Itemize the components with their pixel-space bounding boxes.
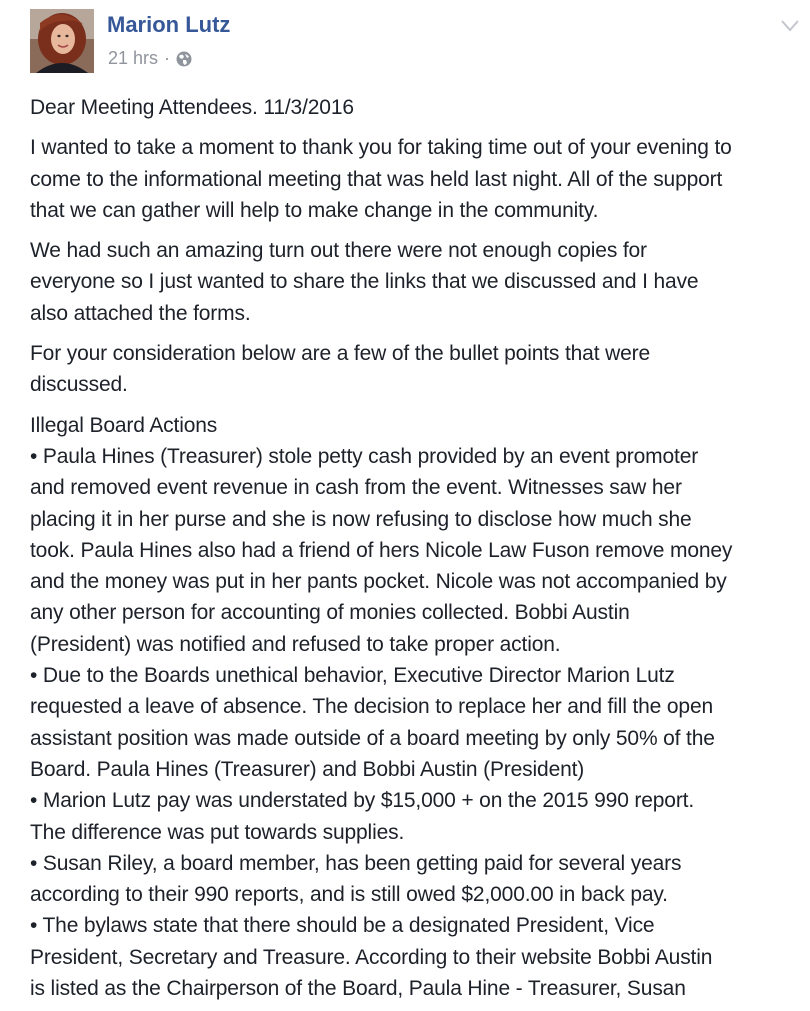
bullet-item: • Due to the Boards unethical behavior, Executive Director Marion Lutz requested a leave of absence. The decision to replace her and fill the open assistant position was made outside of a board meeting by only 50% of the Board. Paula Hines (Treasurer) and Bobbi Austin (President) — [30, 664, 715, 781]
bullet-item: • The bylaws state that there should be a designated President, Vice President, Secretary and Treasure. According to their website Bobbi Austin is listed as the Chairperson of the Board, Paula Hine - Treasurer, Susan — [30, 914, 713, 1001]
post-meta — [108, 48, 192, 69]
avatar[interactable] — [30, 9, 94, 73]
bullet-item: • Marion Lutz pay was understated by $15,000 + on the 2015 990 report. The difference was put towards supplies. — [30, 789, 695, 844]
bullet-item: • Paula Hines (Treasurer) stole petty cash provided by an event promoter and removed event revenue in cash from the event. Witnesses saw her placing it in her purse and she is now refusing to disclose how much she took. Paula Hines also had a friend of hers Nicole Law Fuson remove money and the money was put in her pants pocket. Nicole was not accompanied by any other person for accounting of monies collected. Bobbi Austin (President) was notified and refused to take proper action. — [30, 444, 733, 656]
consideration-paragraph: For your consideration below are a few of the bullet points that were discussed. — [30, 342, 650, 397]
profile-photo-icon — [30, 9, 94, 73]
bullet-item: • Susan Riley, a board member, has been getting paid for several years according to their 990 reports, and is still owed $2,000.00 in back pay. — [30, 851, 682, 907]
section-heading: Illegal Board Actions — [30, 413, 218, 437]
post-body — [30, 92, 805, 1004]
greeting-paragraph: Dear Meeting Attendees. 11/3/2016 — [30, 96, 354, 119]
timestamp[interactable]: 21 hrs — [108, 48, 159, 68]
thanks-paragraph: I wanted to take a moment to thank you for taking time out of your evening to come to the informational meeting that was held last night. All of the support that we can gather will help to make change in the community. — [30, 136, 732, 222]
meta-separator: · — [164, 48, 171, 68]
author-name[interactable]: Marion Lutz — [107, 12, 231, 37]
chevron-down-icon[interactable] — [780, 19, 800, 33]
post-header — [30, 9, 800, 75]
globe-icon[interactable] — [176, 51, 192, 67]
copies-paragraph: We had such an amazing turn out there were not enough copies for everyone so I just wanted to share the links that we discussed and I have also attached the forms. — [30, 239, 699, 325]
